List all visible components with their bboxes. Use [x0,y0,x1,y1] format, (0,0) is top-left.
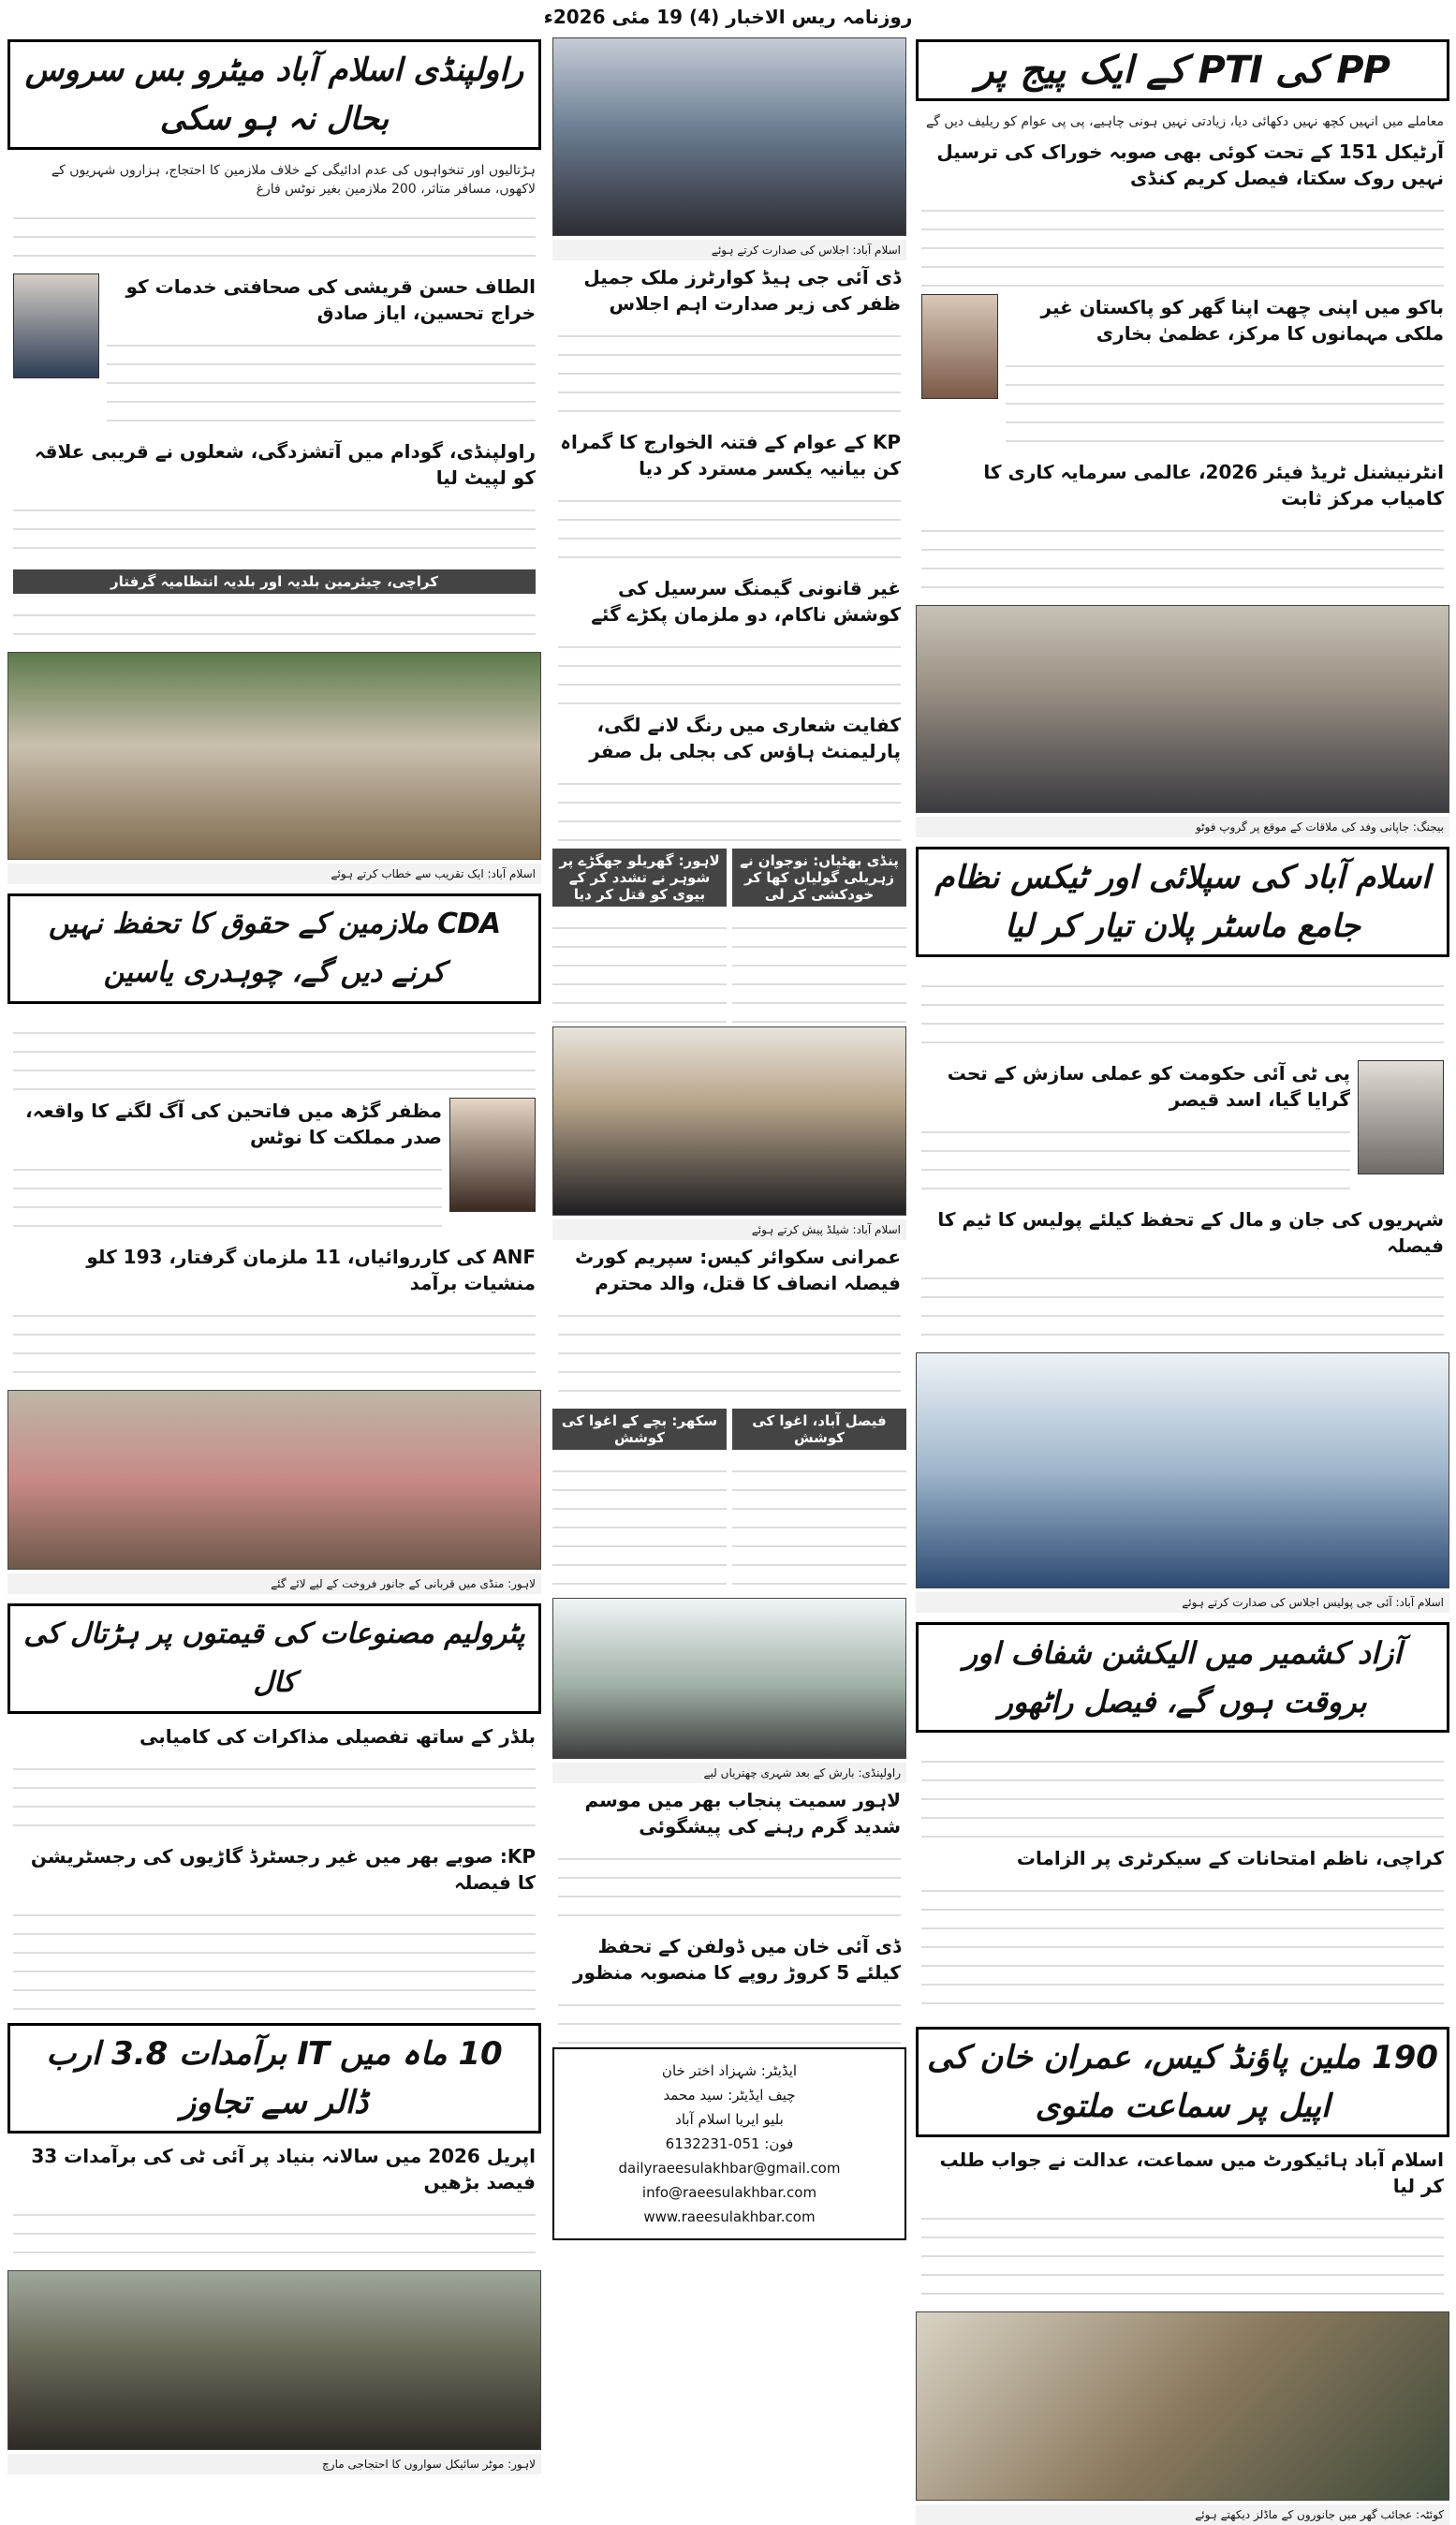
rain-photo [552,1598,906,1759]
left-story-7: بلڈر کے ساتھ تفصیلی مذاکرات کی کامیابی [140,1725,536,1748]
middle-photo3-caption: راولپنڈی: بارش کے بعد شہری چھتریاں لیے [552,1763,906,1783]
police-meeting-photo [916,1352,1449,1588]
masthead: روزنامہ ریس الاخبار (4) 19 مئی 2026ء [543,6,913,28]
left-lead: ہڑتالیوں اور تنخواہوں کی عدم ادائیگی کے خلاف ملازمین کا احتجاج، ہزاروں شہریوں کے لاکھوں، مسافر متاثر، 200 ملازمین بغیر نوٹس فارغ [51,163,536,197]
left-bar-1: کراچی، چیئرمین بلدیہ اور بلدیہ انتظامیہ گرفتار [13,569,536,594]
market-photo [7,1390,541,1570]
middle-photo1-caption: اسلام آباد: اجلاس کی صدارت کرتے ہوئے [552,240,906,260]
right-story-6: شہریوں کی جان و مال کے تحفظ کیلئے پولیس کا ٹیم کا فیصلہ [937,1208,1444,1257]
right-banner-3: آزاد کشمیر میں الیکشن شفاف اور بروقت ہوں گے، فیصل راٹھور [916,1622,1449,1733]
left-column [7,34,541,2471]
right-column [916,34,1449,2521]
left-photo2-caption: لاہور: منڈی میں قربانی کے جانور فروخت کے لیے لائے گئے [7,1573,541,1594]
middle-story-1: ڈی آئی جی ہیڈ کوارٹرز ملک جمیل ظفر کی زیر صدارت اہم اجلاس [583,266,901,315]
right-photo2-caption: اسلام آباد: آئی جی پولیس اجلاس کی صدارت کرتے ہوئے [916,1592,1449,1613]
right-story-4: انٹرنیشنل ٹریڈ فیئر 2026، عالمی سرمایہ کاری کا کامیاب مرکز ثابت [983,461,1444,509]
left-banner-3: پٹرولیم مصنوعات کی قیمتوں پر ہڑتال کی کال [7,1603,541,1714]
portrait-1 [921,294,998,399]
shield-photo [552,1026,906,1216]
middle-column [552,34,906,2388]
middle-bar-3: فیصل آباد، اغوا کی کوشش [732,1409,906,1450]
right-story-2: آرٹیکل 151 کے تحت کوئی بھی صوبہ خوراک کی ترسیل نہیں روک سکتا، فیصل کریم کنڈی [936,140,1444,189]
middle-bar-1: پنڈی بھٹیاں: نوجوان نے زہریلی گولیاں کھا کر خودکشی کر لی [732,849,906,907]
right-banner-2: اسلام آباد کی سپلائی اور ٹیکس نظام جامع ماسٹر پلان تیار کر لیا [916,847,1449,957]
middle-story-5: عمرانی سکوائر کیس: سپریم کورٹ فیصلہ انصاف کا قتل، والد محترم [575,1246,901,1294]
imprint-box: ایڈیٹر: شہزاد اختر خان چیف ایڈیٹر: سید محمد بلیو ایریا اسلام آباد فون: 051-6132231 dailyraeesulakhbar@gmail.com info@raeesulakhbar.com www.raeesulakhbar.com [552,2047,906,2240]
left-story-4: مظفر گڑھ میں فاتحین کی آگ لگنے کا واقعہ، صدر مملکت کا نوٹس [25,1100,442,1148]
right-story-5: پی ٹی آئی حکومت کو عملی سازش کے تحت گرایا گیا، اسد قیصر [947,1062,1350,1111]
middle-story-3: غیر قانونی گیمنگ سرسیل کی کوشش ناکام، دو ملزمان پکڑے گئے [591,577,901,626]
left-story-9: اپریل 2026 میں سالانہ بنیاد پر آئی ٹی کی برآمدات 33 فیصد بڑھیں [31,2145,536,2193]
middle-story-4: کفایت شعاری میں رنگ لانے لگی، پارلیمنٹ ہاؤس کی بجلی بل صفر [589,714,901,762]
right-photo1-caption: بیجنگ: جاپانی وفد کی ملاقات کے موقع پر گروپ فوٹو [916,817,1449,837]
portrait-4 [449,1098,536,1212]
group-photo [916,605,1449,813]
left-photo3-caption: لاہور: موٹر سائیکل سواروں کا احتجاجی مارچ [7,2454,541,2474]
right-lead: معاملے میں انہیں کچھ نہیں دکھائی دیا، زیادتی نہیں ہونی چاہیے، پی پی عوام کو ریلیف دیں گے [926,114,1444,129]
portrait-3 [13,273,99,378]
left-banner-2: CDA ملازمین کے حقوق کا تحفظ نہیں کرنے دیں گے، چوہدری یاسین [7,893,541,1004]
middle-story-6: لاہور سمیت پنجاب بھر میں موسم شدید گرم رہنے کی پیشگوئی [584,1789,901,1838]
right-story-7: کراچی، ناظم امتحانات کے سیکرٹری پر الزامات [1016,1847,1444,1869]
middle-story-7: ڈی آئی خان میں ڈولفن کے تحفظ کیلئے 5 کروڑ روپے کا منصوبہ منظور [573,1935,901,1984]
left-banner-1: راولپنڈی اسلام آباد میٹرو بس سروس بحال نہ ہو سکی [7,39,541,150]
middle-photo2-caption: اسلام آباد: شیلڈ پیش کرتے ہوئے [552,1219,906,1240]
middle-bar-2: لاہور: گھریلو جھگڑے پر شوہر نے تشدد کر کے بیوی کو قتل کر دیا [552,849,727,907]
left-story-5: ANF کی کارروائیاں، 11 ملزمان گرفتار، 193 کلو منشیات برآمد [86,1246,536,1294]
right-banner-4: 190 ملین پاؤنڈ کیس، عمران خان کی اپیل پر سماعت ملتوی [916,2027,1449,2137]
left-story-3: راولپنڈی، گودام میں آتشزدگی، شعلوں نے قریبی علاقہ کو لپیٹ لیا [34,440,536,489]
rally-photo [7,2270,541,2450]
middle-story-2: KP کے عوام کے فتنہ الخوارج کا گمراہ کن بیانیہ یکسر مسترد کر دیا [560,431,901,480]
middle-bar-4: سکھر: بچے کے اغوا کی کوشش [552,1409,727,1450]
right-banner-1: PP کی PTI کے ایک پیج پر [916,39,1449,101]
right-story-8: اسلام آباد ہائیکورٹ میں سماعت، عدالت نے جواب طلب کر لیا [939,2148,1444,2197]
portrait-2 [1358,1060,1444,1174]
left-story-8: KP: صوبے بھر میں غیر رجسٹرڈ گاڑیوں کی رجسٹریشن کا فیصلہ [30,1845,536,1894]
right-story-3: باکو میں اپنی چھت اپنا گھر کو پاکستان غیر ملکی مہمانوں کا مرکز، عظمیٰ بخاری [1040,296,1444,345]
right-photo3-caption: کوئٹہ: عجائب گھر میں جانوروں کے ماڈلز دیکھتے ہوئے [916,2504,1449,2525]
meeting-photo [552,37,906,236]
speech-photo [7,652,541,860]
museum-photo [916,2311,1449,2501]
left-story-2: الطاف حسن قریشی کی صحافتی خدمات کو خراج تحسین، ایاز صادق [125,275,536,324]
left-banner-4: 10 ماہ میں IT برآمدات 3.8 ارب ڈالر سے تجاوز [7,2023,541,2134]
left-photo1-caption: اسلام آباد: ایک تقریب سے خطاب کرتے ہوئے [7,864,541,884]
